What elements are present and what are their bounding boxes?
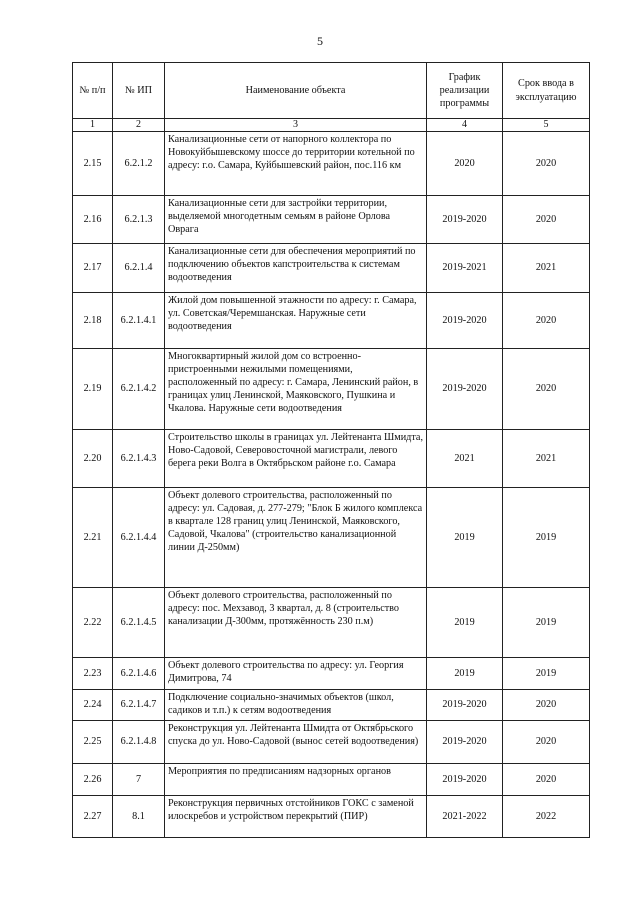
- row-ip-number: 6.2.1.4.2: [113, 349, 165, 430]
- row-schedule: 2019: [427, 658, 503, 690]
- row-commissioning: 2019: [503, 588, 590, 658]
- table-row: [73, 658, 590, 690]
- row-commissioning: 2022: [503, 796, 590, 838]
- row-commissioning: 2020: [503, 721, 590, 764]
- row-schedule: 2019-2020: [427, 196, 503, 244]
- table-row: [73, 690, 590, 721]
- row-ip-number: 6.2.1.4: [113, 244, 165, 293]
- row-ip-number: 6.2.1.3: [113, 196, 165, 244]
- column-index: 3: [165, 119, 427, 132]
- row-commissioning: 2019: [503, 488, 590, 588]
- row-number: 2.19: [73, 349, 113, 430]
- row-number: 2.26: [73, 764, 113, 796]
- column-index-row: [73, 119, 590, 132]
- row-schedule: 2021: [427, 430, 503, 488]
- projects-table: [72, 62, 590, 838]
- header-row: [73, 63, 590, 119]
- row-object-name: Реконструкция ул. Лейтенанта Шмидта от Октябрьского спуска до ул. Ново-Садовой (вынос сетей водоотведения): [165, 721, 427, 764]
- row-commissioning: 2020: [503, 293, 590, 349]
- header-commissioning: Срок ввода в эксплуатацию: [503, 63, 590, 119]
- row-object-name: Канализационные сети от напорного коллектора по Новокуйбышевскому шоссе до территории котельной по адресу: г.о. Самара, Куйбышевский район, пос.116 км: [165, 132, 427, 196]
- row-schedule: 2019-2020: [427, 764, 503, 796]
- table-row: [73, 293, 590, 349]
- row-object-name: Объект долевого строительства, расположенный по адресу: ул. Садовая, д. 277-279; "Блок Б жилого комплекса в квартале 128 границ улиц Ленинской, Маяковского, Садовой, Чкалова" (строительство канализационной линии Д-250мм): [165, 488, 427, 588]
- row-number: 2.18: [73, 293, 113, 349]
- header-name: Наименование объекта: [165, 63, 427, 119]
- row-schedule: 2021-2022: [427, 796, 503, 838]
- row-number: 2.17: [73, 244, 113, 293]
- row-object-name: Объект долевого строительства по адресу: ул. Георгия Димитрова, 74: [165, 658, 427, 690]
- row-object-name: Мероприятия по предписаниям надзорных органов: [165, 764, 427, 796]
- row-ip-number: 6.2.1.4.4: [113, 488, 165, 588]
- table-row: [73, 430, 590, 488]
- table-row: [73, 349, 590, 430]
- row-commissioning: 2020: [503, 196, 590, 244]
- row-schedule: 2019-2020: [427, 349, 503, 430]
- row-ip-number: 8.1: [113, 796, 165, 838]
- table-row: [73, 196, 590, 244]
- header-num: № п/п: [73, 63, 113, 119]
- row-commissioning: 2020: [503, 690, 590, 721]
- table-row: [73, 132, 590, 196]
- row-ip-number: 6.2.1.2: [113, 132, 165, 196]
- row-number: 2.15: [73, 132, 113, 196]
- row-commissioning: 2021: [503, 244, 590, 293]
- row-number: 2.25: [73, 721, 113, 764]
- column-index: 2: [113, 119, 165, 132]
- row-object-name: Канализационные сети для обеспечения мероприятий по подключению объектов капстроительства к системам водоотведения: [165, 244, 427, 293]
- row-number: 2.23: [73, 658, 113, 690]
- row-schedule: 2019-2020: [427, 690, 503, 721]
- table-row: [73, 588, 590, 658]
- row-number: 2.24: [73, 690, 113, 721]
- column-index: 4: [427, 119, 503, 132]
- row-object-name: Многоквартирный жилой дом со встроенно-пристроенными нежилыми помещениями, расположенный по адресу: г. Самара, Ленинский район, в границах улиц Ленинской, Маяковского, Пушкина и Чкалова. Наружные сети водоотведения: [165, 349, 427, 430]
- row-schedule: 2019: [427, 588, 503, 658]
- table-row: [73, 721, 590, 764]
- row-ip-number: 6.2.1.4.1: [113, 293, 165, 349]
- row-commissioning: 2019: [503, 658, 590, 690]
- row-object-name: Реконструкция первичных отстойников ГОКС с заменой илоскребов и устройством перекрытий (ПИР): [165, 796, 427, 838]
- row-ip-number: 6.2.1.4.6: [113, 658, 165, 690]
- row-schedule: 2019: [427, 488, 503, 588]
- row-number: 2.22: [73, 588, 113, 658]
- row-schedule: 2019-2021: [427, 244, 503, 293]
- row-ip-number: 7: [113, 764, 165, 796]
- row-ip-number: 6.2.1.4.7: [113, 690, 165, 721]
- row-object-name: Строительство школы в границах ул. Лейтенанта Шмидта, Ново-Садовой, Северовосточной магистрали, левого берега реки Волга в Октябрьском районе г.о. Самара: [165, 430, 427, 488]
- table-row: [73, 488, 590, 588]
- column-index: 5: [503, 119, 590, 132]
- page-number: 5: [317, 34, 323, 48]
- row-object-name: Объект долевого строительства, расположенный по адресу: пос. Мехзавод, 3 квартал, д. 8 (строительство канализации Д-300мм, протяжённость 230 п.м): [165, 588, 427, 658]
- row-schedule: 2019-2020: [427, 293, 503, 349]
- row-commissioning: 2020: [503, 764, 590, 796]
- row-number: 2.21: [73, 488, 113, 588]
- row-schedule: 2019-2020: [427, 721, 503, 764]
- row-number: 2.20: [73, 430, 113, 488]
- row-number: 2.27: [73, 796, 113, 838]
- row-ip-number: 6.2.1.4.3: [113, 430, 165, 488]
- row-object-name: Канализационные сети для застройки территории, выделяемой многодетным семьям в районе Орлова Оврага: [165, 196, 427, 244]
- header-schedule: График реализации программы: [427, 63, 503, 119]
- table-row: [73, 764, 590, 796]
- table-row: [73, 796, 590, 838]
- row-ip-number: 6.2.1.4.8: [113, 721, 165, 764]
- row-commissioning: 2020: [503, 349, 590, 430]
- header-ip: № ИП: [113, 63, 165, 119]
- row-commissioning: 2020: [503, 132, 590, 196]
- table-row: [73, 244, 590, 293]
- row-schedule: 2020: [427, 132, 503, 196]
- column-index: 1: [73, 119, 113, 132]
- row-commissioning: 2021: [503, 430, 590, 488]
- row-object-name: Подключение социально-значимых объектов (школ, садиков и т.п.) к сетям водоотведения: [165, 690, 427, 721]
- row-number: 2.16: [73, 196, 113, 244]
- row-ip-number: 6.2.1.4.5: [113, 588, 165, 658]
- row-object-name: Жилой дом повышенной этажности по адресу: г. Самара, ул. Советская/Черемшанская. Наружные сети водоотведения: [165, 293, 427, 349]
